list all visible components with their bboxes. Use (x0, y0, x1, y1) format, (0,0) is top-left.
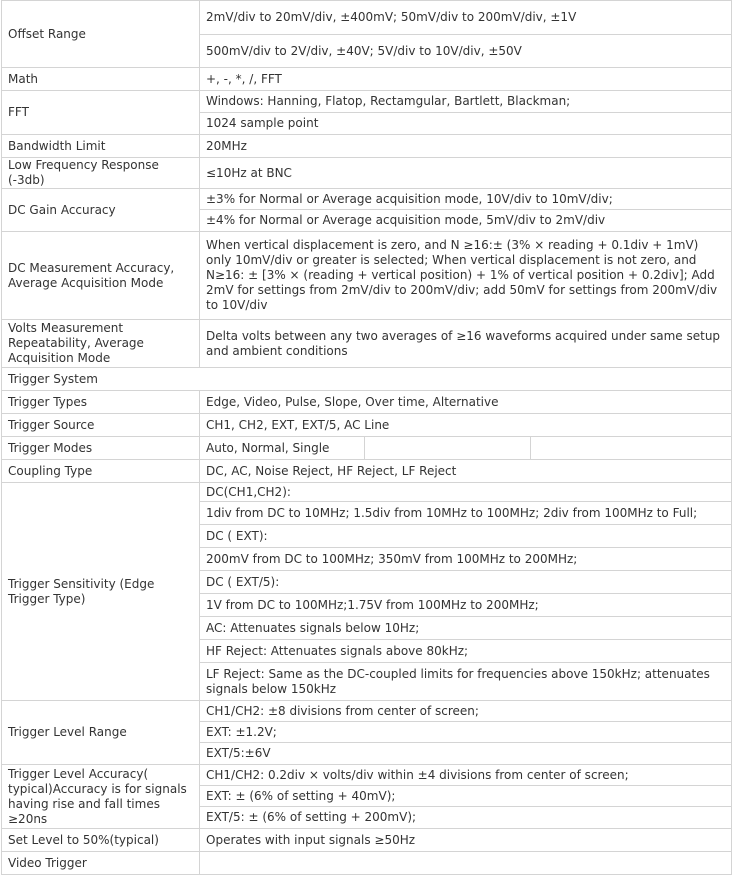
row-label: Trigger Sensitivity (Edge Trigger Type) (2, 483, 200, 701)
row-label: Trigger Source (2, 414, 200, 437)
row-label: DC Measurement Accuracy, Average Acquisition Mode (2, 232, 200, 320)
row-value: EXT: ±1.2V; (200, 722, 732, 743)
row-value: 500mV/div to 2V/div, ±40V; 5V/div to 10V/div, ±50V (200, 35, 732, 68)
row-value: CH1, CH2, EXT, EXT/5, AC Line (200, 414, 732, 437)
spec-table (1, 0, 732, 875)
table-row (2, 1, 732, 35)
row-label: Set Level to 50%(typical) (2, 829, 200, 852)
row-value: DC, AC, Noise Reject, HF Reject, LF Reject (200, 460, 732, 483)
row-value: 2mV/div to 20mV/div, ±400mV; 50mV/div to 200mV/div, ±1V (200, 1, 732, 35)
row-label: Volts Measurement Repeatability, Average Acquisition Mode (2, 320, 200, 368)
row-label: Trigger Types (2, 391, 200, 414)
row-value: 1div from DC to 10MHz; 1.5div from 10MHz to 100MHz; 2div from 100MHz to Full; (200, 502, 732, 525)
row-value: CH1/CH2: ±8 divisions from center of screen; (200, 701, 732, 722)
row-value: DC ( EXT): (200, 525, 732, 548)
row-value: ±3% for Normal or Average acquisition mode, 10V/div to 10mV/div; (200, 189, 732, 210)
row-value: EXT: ± (6% of setting + 40mV); (200, 786, 732, 807)
row-value: EXT/5: ± (6% of setting + 200mV); (200, 807, 732, 829)
row-value: LF Reject: Same as the DC-coupled limits for frequencies above 150kHz; attenuates signals below 150kHz (200, 663, 732, 701)
empty-cell (200, 852, 732, 875)
row-value: When vertical displacement is zero, and N ≥16:± (3% × reading + 0.1div + 1mV) only 10mV/div or greater is selected; When vertical displacement is not zero, and N≥16: ± [3% × (reading + vertical position) + 1% of vertical position + 0.2div]; Add 2mV for settings from 2mV/div to 200mV/div; add 50mV for settings from 200mV/div to 10V/div (200, 232, 732, 320)
row-value: Edge, Video, Pulse, Slope, Over time, Alternative (200, 391, 732, 414)
row-value: AC: Attenuates signals below 10Hz; (200, 617, 732, 640)
section-heading: Trigger System (2, 368, 732, 391)
table-row (2, 483, 732, 502)
row-value: DC(CH1,CH2): (200, 483, 732, 502)
table-row (2, 437, 732, 460)
row-label: Math (2, 68, 200, 91)
row-value: Delta volts between any two averages of ≥16 waveforms acquired under same setup and ambient conditions (200, 320, 732, 368)
table-row (2, 414, 732, 437)
empty-cell (531, 437, 732, 460)
row-value: CH1/CH2: 0.2div × volts/div within ±4 divisions from center of screen; (200, 765, 732, 786)
row-label: Trigger Level Range (2, 701, 200, 765)
row-value: HF Reject: Attenuates signals above 80kHz; (200, 640, 732, 663)
table-row (2, 320, 732, 368)
row-label: Low Frequency Response (-3db) (2, 158, 200, 189)
row-value: 1V from DC to 100MHz;1.75V from 100MHz to 200MHz; (200, 594, 732, 617)
row-value: Auto, Normal, Single (200, 437, 365, 460)
table-row (2, 701, 732, 722)
table-row (2, 829, 732, 852)
row-value: ±4% for Normal or Average acquisition mode, 5mV/div to 2mV/div (200, 210, 732, 232)
row-label: Trigger Modes (2, 437, 200, 460)
row-label: Offset Range (2, 1, 200, 68)
table-row (2, 189, 732, 210)
row-value: Windows: Hanning, Flatop, Rectamgular, Bartlett, Blackman; (200, 91, 732, 113)
table-row (2, 368, 732, 391)
row-value: +, -, *, /, FFT (200, 68, 732, 91)
table-row (2, 158, 732, 189)
row-value: EXT/5:±6V (200, 743, 732, 765)
table-row (2, 68, 732, 91)
row-label: Coupling Type (2, 460, 200, 483)
row-label: Trigger Level Accuracy( typical)Accuracy is for signals having rise and fall times ≥20ns (2, 765, 200, 829)
row-label: FFT (2, 91, 200, 135)
table-row (2, 135, 732, 158)
row-value: Operates with input signals ≥50Hz (200, 829, 732, 852)
table-row (2, 460, 732, 483)
row-label: DC Gain Accuracy (2, 189, 200, 232)
row-value: 1024 sample point (200, 113, 732, 135)
table-row (2, 232, 732, 320)
table-row (2, 91, 732, 113)
row-value: 200mV from DC to 100MHz; 350mV from 100MHz to 200MHz; (200, 548, 732, 571)
table-row (2, 765, 732, 786)
table-row (2, 391, 732, 414)
table-row (2, 852, 732, 875)
row-label: Video Trigger (2, 852, 200, 875)
row-label: Bandwidth Limit (2, 135, 200, 158)
row-value: DC ( EXT/5): (200, 571, 732, 594)
row-value: ≤10Hz at BNC (200, 158, 732, 189)
empty-cell (365, 437, 531, 460)
row-value: 20MHz (200, 135, 732, 158)
